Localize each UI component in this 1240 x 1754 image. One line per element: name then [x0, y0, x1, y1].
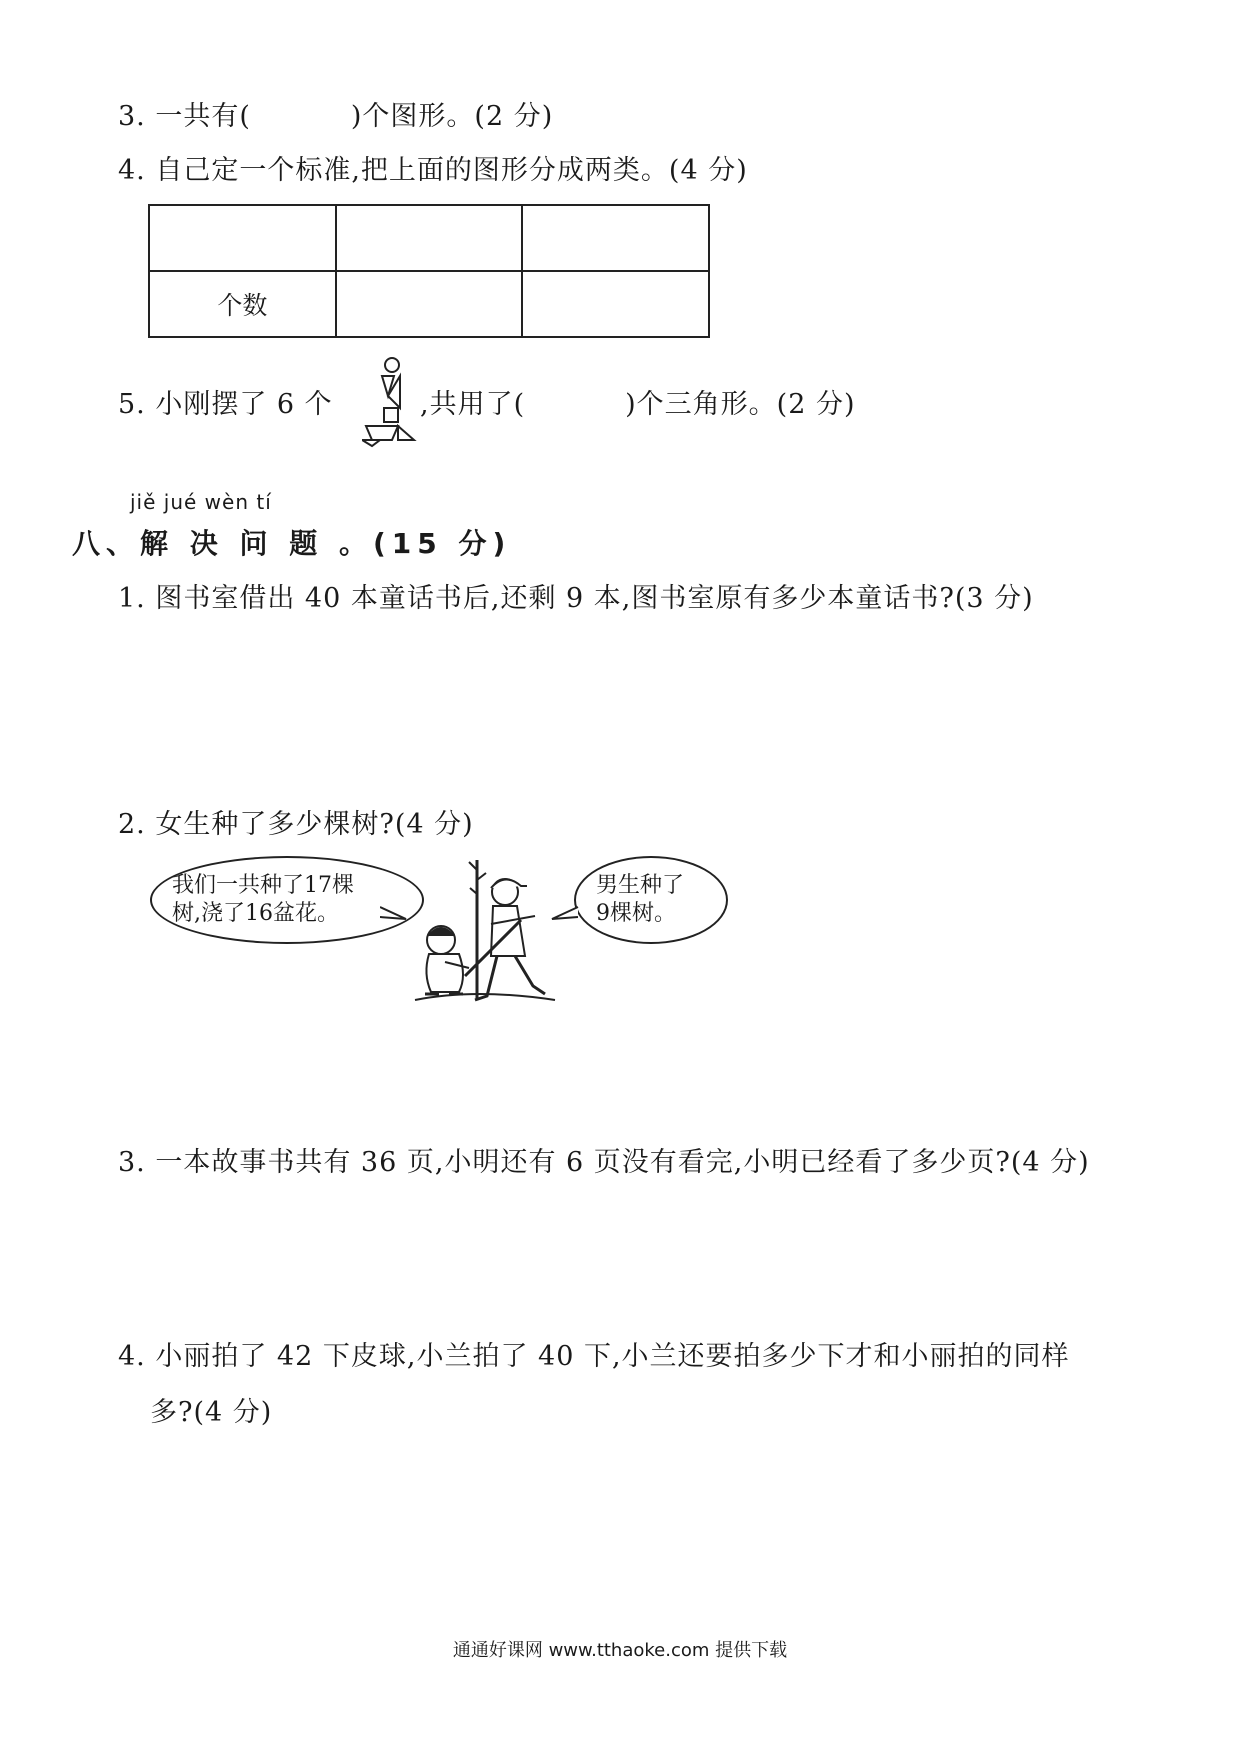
count-row-label: 个数 [149, 271, 336, 337]
tangram-figure-icon [362, 356, 420, 448]
table-cell[interactable] [522, 205, 709, 271]
classification-table [148, 204, 710, 338]
question-5 [118, 382, 333, 421]
speech-bubble-boy [574, 856, 728, 944]
problem-4-line-1: 4. 小丽拍了 42 下皮球,小兰拍了 40 下,小兰还要拍多少下才和小丽拍的同样 [118, 1341, 1070, 1372]
table-row [149, 271, 709, 337]
bubble-line: 树,浇了16盆花。 [172, 901, 339, 926]
table-cell[interactable] [336, 205, 523, 271]
question-3-text-after: )个图形。(2 分) [350, 101, 554, 132]
bubble-line: 我们一共种了17棵 [172, 873, 354, 898]
footer-watermark: 通通好课网 www.tthaoke.com 提供下载 [452, 1640, 788, 1661]
table-cell[interactable] [336, 271, 523, 337]
question-3 [118, 94, 553, 133]
children-planting-tree-illustration [405, 850, 565, 1010]
bubble-line: 9棵树。 [596, 901, 676, 926]
section-pinyin: jiě jué wèn tí [130, 490, 272, 514]
question-5-cont [420, 382, 856, 421]
problem-3: 3. 一本故事书共有 36 页,小明还有 6 页没有看完,小明已经看了多少页?(4 分) [118, 1147, 1090, 1178]
question-4: 4. 自己定一个标准,把上面的图形分成两类。(4 分) [118, 155, 748, 186]
question-5-text-middle: ,共用了( [420, 389, 526, 420]
problem-2: 2. 女生种了多少棵树?(4 分) [118, 809, 474, 840]
question-5-text-before: 5. 小刚摆了 6 个 [118, 389, 333, 420]
problem-4-line-2: 多?(4 分) [150, 1397, 273, 1428]
question-3-text-before: 3. 一共有( [118, 101, 251, 132]
table-cell[interactable] [522, 271, 709, 337]
bubble-line: 男生种了 [596, 873, 685, 898]
section-8-title: 八、解 决 问 题 。(15 分) [72, 527, 512, 560]
table-cell[interactable] [149, 205, 336, 271]
problem-1: 1. 图书室借出 40 本童话书后,还剩 9 本,图书室原有多少本童话书?(3 分) [118, 583, 1034, 614]
table-row [149, 205, 709, 271]
speech-bubble-girl [150, 856, 424, 944]
question-5-text-after: )个三角形。(2 分) [625, 389, 856, 420]
